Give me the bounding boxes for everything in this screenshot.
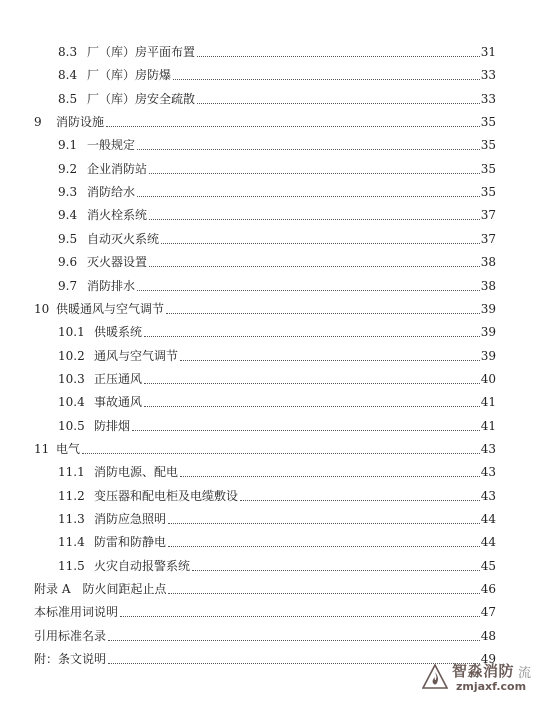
toc-entry-title: 消火栓系统 [87, 208, 148, 223]
toc-entry-number: 11 [34, 441, 50, 456]
toc-entry-title: 消防电源、配电 [94, 465, 179, 480]
toc-entry-title: 消防设施 [56, 115, 105, 130]
toc-dot-leader [132, 430, 480, 431]
toc-entry-number: 9 [34, 115, 42, 130]
toc-entry-number: 8.5 [58, 91, 78, 106]
toc-dot-leader [144, 336, 480, 337]
toc-entry[interactable] [0, 205, 540, 225]
toc-entry-title: 变压器和配电柜及电缆敷设 [94, 488, 239, 503]
toc-page-number: 38 [480, 255, 496, 270]
toc-entry-title: 引用标准名录 [34, 628, 107, 643]
toc-entry-title: 正压通风 [94, 371, 143, 386]
toc-entry[interactable] [0, 65, 540, 85]
toc-page-number: 35 [480, 115, 496, 130]
toc-entry-number: 9.4 [58, 208, 78, 223]
toc-page-number: 41 [480, 395, 496, 410]
toc-dot-leader [173, 79, 480, 80]
toc-page-number: 43 [480, 488, 496, 503]
toc-dot-leader [180, 476, 480, 477]
toc-entry-number: 9.3 [58, 185, 78, 200]
toc-page-number: 43 [480, 465, 496, 480]
toc-entry[interactable] [0, 439, 540, 459]
toc-entry-number: 8.4 [58, 68, 78, 83]
toc-entry-title: 一般规定 [87, 138, 136, 153]
watermark-suffix: 流 [518, 666, 532, 681]
toc-entry-title: 消防排水 [87, 278, 136, 293]
toc-entry-title: 附录 A 防火间距起止点 [34, 582, 167, 597]
toc-dot-leader [168, 593, 480, 594]
toc-entry-number: 9.1 [58, 138, 78, 153]
toc-page-number: 39 [480, 301, 496, 316]
toc-dot-leader [192, 570, 480, 571]
toc-entry[interactable] [0, 556, 540, 576]
toc-entry-number: 10 [34, 301, 50, 316]
toc-dot-leader [120, 616, 480, 617]
toc-dot-leader [137, 149, 480, 150]
toc-dot-leader [137, 290, 480, 291]
toc-dot-leader [149, 173, 480, 174]
toc-page-number: 37 [480, 208, 496, 223]
toc-entry[interactable] [0, 229, 540, 249]
toc-page-number: 47 [480, 605, 496, 620]
toc-dot-leader [149, 266, 480, 267]
toc-entry[interactable] [0, 252, 540, 272]
toc-page-number: 39 [480, 348, 496, 363]
toc-dot-leader [137, 196, 480, 197]
toc-entry[interactable] [0, 159, 540, 179]
toc-page-number: 31 [480, 45, 496, 59]
toc-entry[interactable] [0, 112, 540, 132]
toc-dot-leader [149, 219, 480, 220]
toc-entry[interactable] [0, 602, 540, 622]
toc-entry-title: 本标准用词说明 [34, 605, 119, 620]
toc-dot-leader [240, 500, 480, 501]
toc-entry-title: 供暖系统 [94, 325, 143, 340]
toc-entry[interactable] [0, 346, 540, 366]
toc-page-number: 43 [480, 441, 496, 456]
toc-entry[interactable] [0, 579, 540, 599]
toc-entry-title: 通风与空气调节 [94, 348, 179, 363]
toc-entry-title: 自动灭火系统 [87, 231, 160, 246]
toc-dot-leader [197, 103, 480, 104]
toc-entry[interactable] [0, 369, 540, 389]
toc-entry[interactable] [0, 299, 540, 319]
toc-entry[interactable] [0, 182, 540, 202]
toc-dot-leader [197, 56, 480, 57]
toc-dot-leader [180, 360, 480, 361]
toc-dot-leader [144, 383, 480, 384]
toc-entry[interactable] [0, 322, 540, 342]
toc-page-number: 39 [480, 325, 496, 340]
toc-dot-leader [82, 453, 480, 454]
toc-entry-number: 9.7 [58, 278, 78, 293]
toc-page-number: 40 [480, 371, 496, 386]
toc-page-number: 33 [480, 68, 496, 83]
toc-page-number: 41 [480, 418, 496, 433]
toc-dot-leader [168, 523, 480, 524]
toc-page-number: 44 [480, 535, 496, 550]
toc-entry[interactable] [0, 392, 540, 412]
toc-page-number: 33 [480, 91, 496, 106]
toc-entry-number: 10.1 [58, 325, 85, 340]
toc-entry-title: 防排烟 [94, 418, 131, 433]
toc-dot-leader [144, 406, 480, 407]
toc-page-number: 38 [480, 278, 496, 293]
toc-entry-number: 10.4 [58, 395, 85, 410]
watermark [418, 658, 538, 698]
toc-entry[interactable] [0, 486, 540, 506]
toc-page-number: 35 [480, 161, 496, 176]
toc-entry-number: 10.5 [58, 418, 85, 433]
toc-entry[interactable] [0, 626, 540, 646]
toc-entry[interactable] [0, 509, 540, 529]
toc-entry-title: 火灾自动报警系统 [94, 558, 191, 573]
toc-page-number: 35 [480, 185, 496, 200]
toc-entry-number: 10.3 [58, 371, 85, 386]
toc-dot-leader [106, 126, 480, 127]
toc-entry-number: 11.4 [58, 535, 85, 550]
toc-entry-title: 消防给水 [87, 185, 136, 200]
flame-logo-icon [422, 664, 448, 690]
toc-entry-title: 防雷和防静电 [94, 535, 167, 550]
toc-page-number: 37 [480, 231, 496, 246]
toc-page-number: 44 [480, 512, 496, 526]
toc-page-number: 46 [480, 582, 496, 597]
toc-entry-number: 9.2 [58, 161, 78, 176]
toc-entry-number: 11.2 [58, 488, 85, 503]
toc-dot-leader [166, 313, 480, 314]
toc-entry[interactable] [0, 89, 540, 109]
toc-entry-number: 8.3 [58, 45, 78, 59]
toc-page-number: 49 [480, 652, 496, 667]
toc-entry-title: 灭火器设置 [87, 255, 148, 270]
toc-entry[interactable] [0, 416, 540, 436]
watermark-text: 智淼消防 [452, 662, 515, 680]
toc-page-number: 48 [480, 628, 496, 643]
toc-entry[interactable] [0, 276, 540, 296]
toc-entry-title: 企业消防站 [87, 161, 148, 176]
toc-entry-title: 事故通风 [94, 395, 143, 410]
toc-entry-title: 厂（库）房安全疏散 [87, 91, 196, 106]
toc-entry[interactable] [0, 462, 540, 482]
toc-dot-leader [108, 640, 480, 641]
toc-dot-leader [161, 243, 480, 244]
toc-entry-title: 电气 [56, 441, 81, 456]
toc-dot-leader [168, 546, 480, 547]
toc-entry[interactable] [0, 135, 540, 155]
toc-entry-number: 9.5 [58, 231, 78, 246]
toc-entry-title: 附：条文说明 [34, 652, 107, 667]
toc-entry-number: 11.5 [58, 558, 85, 573]
toc-entry-number: 11.1 [58, 465, 85, 480]
toc-entry-title: 消防应急照明 [94, 512, 167, 526]
toc-entry[interactable] [0, 532, 540, 552]
toc-entry-title: 厂（库）房平面布置 [87, 45, 196, 59]
toc-entry-number: 9.6 [58, 255, 78, 270]
toc-entry-title: 厂（库）房防爆 [87, 68, 172, 83]
toc-entry-title: 供暖通风与空气调节 [56, 301, 165, 316]
toc-entry-number: 11.3 [58, 512, 85, 526]
toc-page-number: 45 [480, 558, 496, 573]
toc-page-number: 35 [480, 138, 496, 153]
toc-entry-number: 10.2 [58, 348, 85, 363]
toc-entry[interactable] [0, 42, 540, 62]
watermark-url: zmjaxf.com [456, 680, 527, 693]
